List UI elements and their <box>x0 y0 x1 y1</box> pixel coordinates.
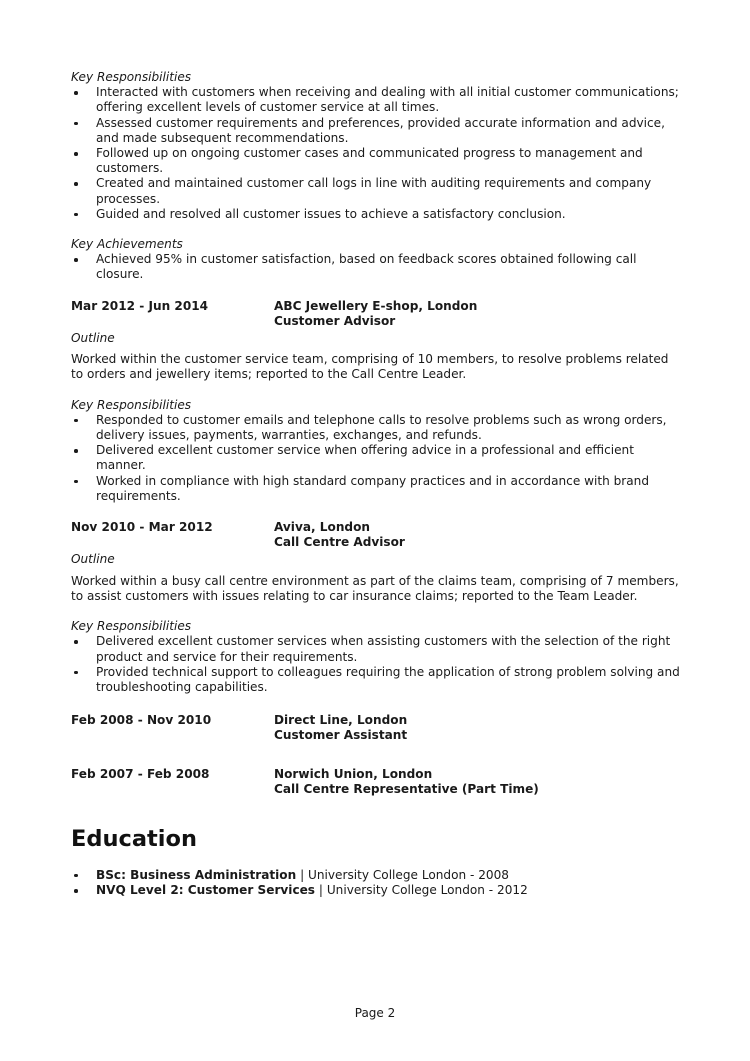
list-item: Guided and resolved all customer issues to achieve a satisfactory conclusion. <box>71 207 683 222</box>
institution: University College London - 2008 <box>308 867 509 882</box>
separator: | <box>300 867 305 882</box>
job-company: Norwich Union, London <box>274 766 433 781</box>
job-direct-line <box>71 713 683 743</box>
job-company: ABC Jewellery E-shop, London <box>274 298 478 313</box>
responsibilities-list <box>71 85 683 222</box>
qualification: BSc: Business Administration <box>96 867 297 882</box>
job-header <box>71 767 683 797</box>
responsibilities-list <box>71 634 683 695</box>
list-item: Created and maintained customer call logs in line with auditing requirements and company processes. <box>71 176 683 206</box>
key-responsibilities-label: Key Responsibilities <box>71 70 192 84</box>
list-item: Delivered excellent customer services when assisting customers with the selection of the right product and service for their requirements. <box>71 634 683 664</box>
page-number: Page 2 <box>354 1006 396 1020</box>
job-norwich-union <box>71 767 683 797</box>
outline-label: Outline <box>71 331 115 346</box>
job-company: Aviva, London <box>274 520 371 535</box>
outline-label: Outline <box>71 552 115 567</box>
education-section <box>71 826 683 898</box>
achievements-list <box>71 252 683 282</box>
job-header <box>71 299 683 329</box>
education-heading: Education <box>71 825 197 852</box>
previous-job-continuation <box>71 70 683 283</box>
responsibilities-list <box>71 413 683 504</box>
job-title: Call Centre Advisor <box>274 535 405 550</box>
job-title: Call Centre Representative (Part Time) <box>274 781 539 796</box>
outline-text: Worked within a busy call centre environment as part of the claims team, comprising of 7 members, to assist customers with issues relating to car insurance claims; reported to the Team Leader. <box>71 573 679 603</box>
list-item: Interacted with customers when receiving and dealing with all initial customer communications; offering excellent levels of customer service at all times. <box>71 85 683 115</box>
list-item: Responded to customer emails and telephone calls to resolve problems such as wrong orders, delivery issues, payments, warranties, exchanges, and refunds. <box>71 413 683 443</box>
key-responsibilities-label: Key Responsibilities <box>71 397 192 412</box>
key-achievements-label: Key Achievements <box>71 237 183 252</box>
job-header <box>71 713 683 743</box>
job-dates: Feb 2008 - Nov 2010 <box>71 713 212 728</box>
list-item: Delivered excellent customer service when offering advice in a professional and efficient manner. <box>71 443 683 473</box>
job-title: Customer Advisor <box>274 313 396 328</box>
list-item: Worked in compliance with high standard company practices and in accordance with brand requirements. <box>71 474 683 504</box>
list-item: Provided technical support to colleagues requiring the application of strong problem solving and troubleshooting capabilities. <box>71 665 683 695</box>
job-company: Direct Line, London <box>274 713 408 728</box>
list-item <box>71 883 683 898</box>
list-item: Followed up on ongoing customer cases and communicated progress to management and customers. <box>71 146 683 176</box>
education-list <box>71 868 683 898</box>
resume-page-2 <box>71 70 683 898</box>
job-title: Customer Assistant <box>274 728 408 743</box>
list-item: Assessed customer requirements and preferences, provided accurate information and advice, and made subsequent recommendations. <box>71 116 683 146</box>
job-abc-jewellery <box>71 299 683 504</box>
job-dates: Mar 2012 - Jun 2014 <box>71 298 209 313</box>
job-aviva <box>71 520 683 695</box>
job-dates: Nov 2010 - Mar 2012 <box>71 520 213 535</box>
list-item: Achieved 95% in customer satisfaction, based on feedback scores obtained following call closure. <box>71 252 683 282</box>
institution: University College London - 2012 <box>326 883 528 898</box>
qualification: NVQ Level 2: Customer Services <box>96 883 316 898</box>
outline-text: Worked within the customer service team, comprising of 10 members, to resolve problems related to orders and jewellery items; reported to the Call Centre Leader. <box>71 352 669 382</box>
separator: | <box>318 883 323 898</box>
list-item <box>71 868 683 883</box>
job-header <box>71 520 683 550</box>
key-responsibilities-label: Key Responsibilities <box>71 619 192 634</box>
job-dates: Feb 2007 - Feb 2008 <box>71 766 210 781</box>
